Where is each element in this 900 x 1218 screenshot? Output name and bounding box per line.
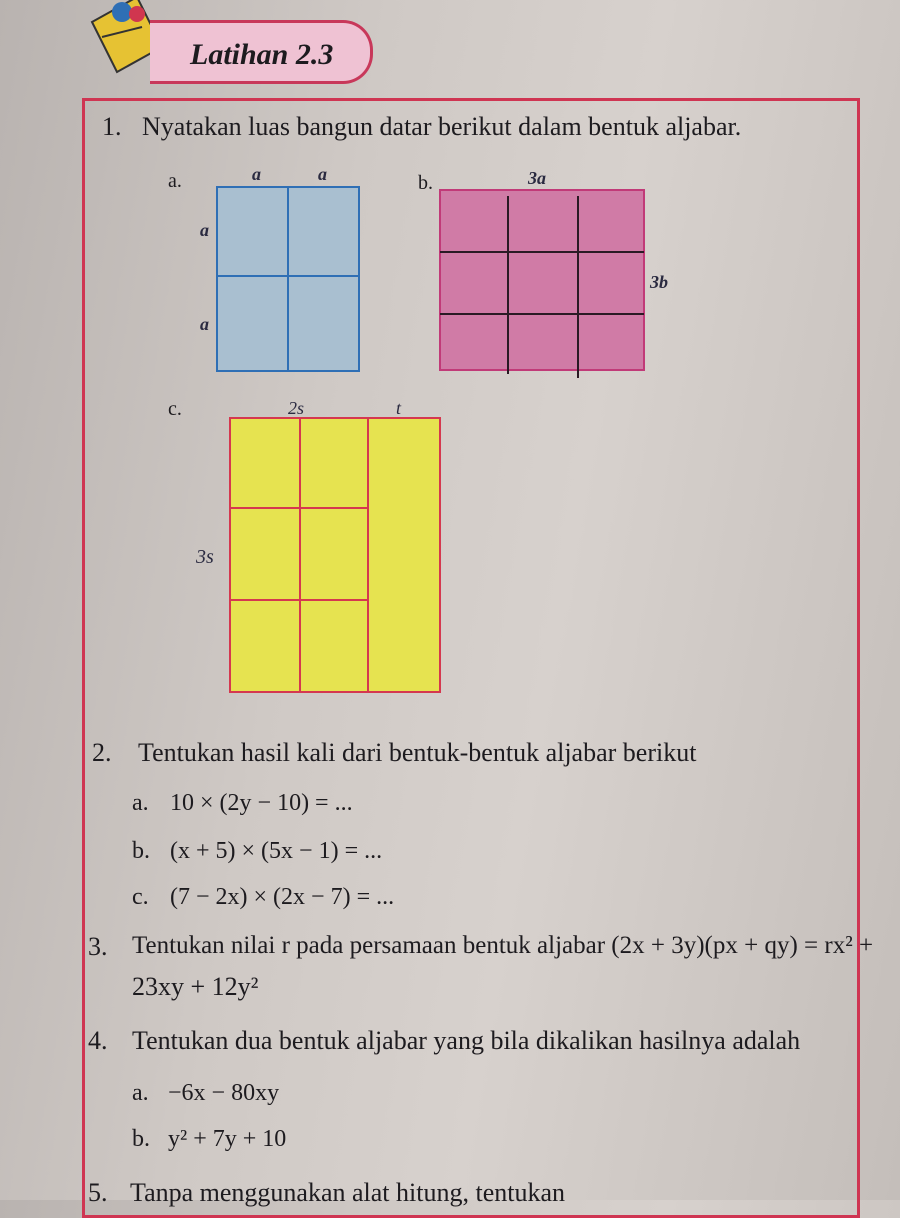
q1c-top-dim-2: t: [396, 398, 402, 418]
q1a-top-dim-2: a: [318, 164, 327, 184]
q1c-label: c.: [168, 398, 182, 420]
q2a-expression: 10 × (2y − 10) = ...: [170, 790, 353, 816]
q4-text: Tentukan dua bentuk aljabar yang bila dikalikan hasilnya adalah: [132, 1026, 801, 1055]
q4a-label: a.: [132, 1080, 149, 1106]
q2c-expression: (7 − 2x) × (2x − 7) = ...: [170, 884, 395, 910]
page-title: Latihan 2.3: [190, 38, 334, 71]
q2c-label: c.: [132, 884, 149, 910]
figure-a-square-grid: [216, 186, 360, 372]
q1-number: 1.: [102, 112, 122, 141]
q4a-expression: −6x − 80xy: [168, 1080, 280, 1106]
q3-number: 3.: [88, 932, 108, 961]
q3-line-1: Tentukan nilai r pada persamaan bentuk aljabar (2x + 3y)(px + qy) = rx² +: [132, 932, 874, 959]
q2-text: Tentukan hasil kali dari bentuk-bentuk aljabar berikut: [138, 738, 697, 767]
q5-number: 5.: [88, 1178, 108, 1207]
q2-number: 2.: [92, 738, 112, 767]
q4b-label: b.: [132, 1126, 150, 1152]
q2b-expression: (x + 5) × (5x − 1) = ...: [170, 838, 383, 864]
q5-text: Tanpa menggunakan alat hitung, tentukan: [130, 1178, 565, 1207]
q1b-label: b.: [418, 172, 433, 194]
q1a-top-dim-1: a: [252, 164, 261, 184]
figure-b-grid: [438, 188, 648, 380]
q4-number: 4.: [88, 1026, 108, 1055]
q1b-side-dim: 3b: [650, 272, 668, 292]
q1a-label: a.: [168, 170, 182, 192]
q2b-label: b.: [132, 838, 150, 864]
q4b-expression: y² + 7y + 10: [168, 1126, 287, 1152]
q1a-side-dim-1: a: [200, 220, 209, 240]
q1a-side-dim-2: a: [200, 314, 209, 334]
q1c-side-dim: 3s: [196, 546, 214, 568]
q1b-top-dim: 3a: [528, 168, 546, 188]
figure-c-rectangle-grid: [228, 414, 442, 694]
q2a-label: a.: [132, 790, 149, 816]
q3-line-2: 23xy + 12y²: [132, 972, 259, 1001]
q1c-top-dim-1: 2s: [288, 398, 305, 418]
q1-text: Nyatakan luas bangun datar berikut dalam bentuk aljabar.: [142, 112, 742, 141]
